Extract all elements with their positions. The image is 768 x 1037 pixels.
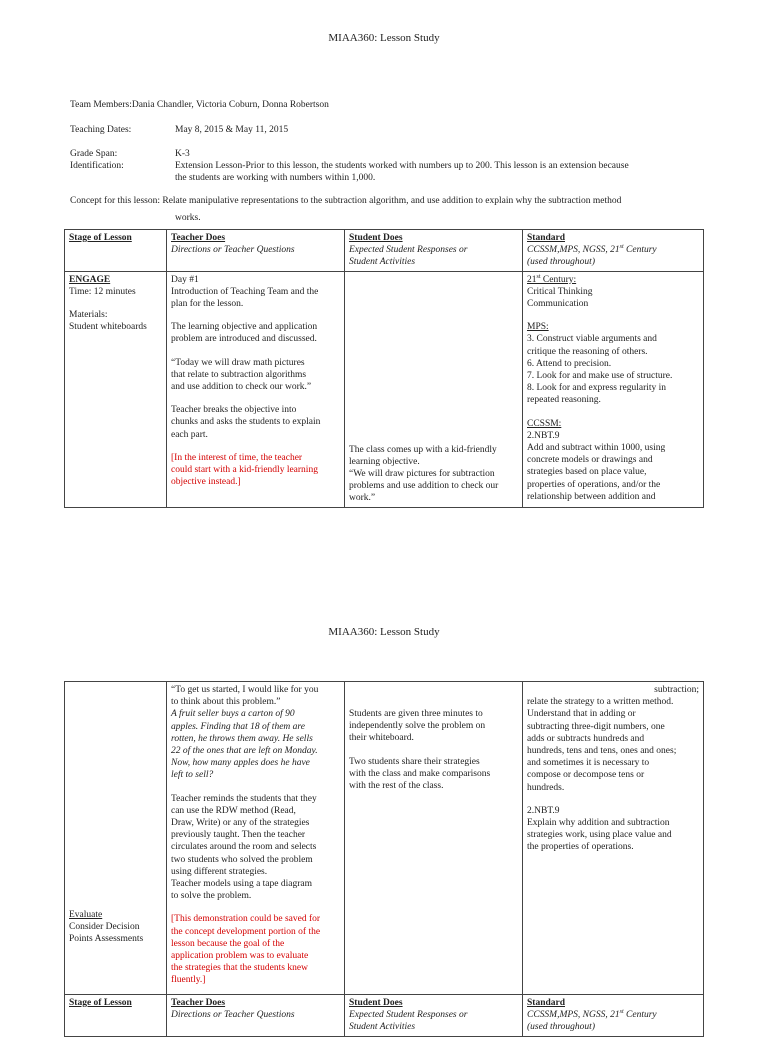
teacher-line: “To get us started, I would like for you bbox=[171, 685, 319, 695]
teacher-note: lesson because the goal of the bbox=[171, 938, 285, 949]
problem-line: rotten, he throws them away. He sells bbox=[171, 733, 313, 744]
student-line: The class comes up with a kid-friendly bbox=[349, 444, 497, 455]
teacher-line: to solve the problem. bbox=[171, 891, 252, 902]
teacher-line: that relate to subtraction algorithms bbox=[171, 369, 307, 380]
evaluate-teacher-cell bbox=[167, 682, 345, 995]
materials-value: Student whiteboards bbox=[69, 322, 147, 333]
materials-label: Materials: bbox=[69, 310, 108, 321]
std-line: 2.NBT.9 bbox=[527, 430, 560, 441]
std-line: 7. Look for and make use of structure. bbox=[527, 371, 673, 382]
std-line: 8. Look for and express regularity in bbox=[527, 383, 667, 394]
grade-span bbox=[70, 148, 190, 160]
engage-time: Time: 12 minutes bbox=[69, 286, 136, 297]
student-line: work.” bbox=[349, 493, 376, 504]
teacher-note: the strategies that the students knew bbox=[171, 963, 308, 974]
std-mps-head: MPS: bbox=[527, 322, 549, 333]
header-student: Student Does Expected Student Responses or Student Activities bbox=[345, 230, 523, 272]
std-line: concrete models or drawings and bbox=[527, 455, 653, 466]
evaluate-row bbox=[65, 682, 704, 995]
student-line: problems and use addition to check our bbox=[349, 481, 499, 492]
teacher-line: Draw, Write) or any of the strategies bbox=[171, 818, 310, 829]
student-line: “We will draw pictures for subtraction bbox=[349, 469, 495, 480]
table-header-row-2 bbox=[65, 995, 704, 1037]
lesson-table-page-2 bbox=[64, 681, 704, 1037]
engage-row bbox=[65, 271, 704, 507]
teacher-line: Teacher reminds the students that they bbox=[171, 793, 317, 804]
student-line: learning objective. bbox=[349, 456, 420, 467]
std-line: strategies work, using place value and bbox=[527, 830, 672, 841]
identification bbox=[70, 160, 629, 172]
std-line: Communication bbox=[527, 299, 589, 310]
problem-line: A fruit seller buys a carton of 90 bbox=[171, 709, 295, 720]
grade-label: Grade Span: bbox=[70, 149, 118, 159]
std-line: and sometimes it is necessary to bbox=[527, 758, 650, 769]
student-line: with the rest of the class. bbox=[349, 781, 444, 792]
header-standard-2: Standard CCSSM,MPS, NGSS, 21st Century (used throughout) bbox=[523, 995, 704, 1037]
teacher-note: could start with a kid-friendly learning bbox=[171, 465, 318, 476]
teacher-line: two students who solved the problem bbox=[171, 854, 313, 865]
header-stage-2: Stage of Lesson bbox=[65, 995, 167, 1037]
page-title-2: MIAA360: Lesson Study bbox=[328, 626, 440, 638]
ident-line-1: Extension Lesson-Prior to this lesson, the students worked with numbers up to 200. This lesson is an extension because bbox=[175, 161, 629, 171]
concept-label: Concept for this lesson: bbox=[70, 196, 160, 206]
teacher-line: to think about this problem.” bbox=[171, 697, 281, 708]
evaluate-student-cell bbox=[345, 682, 523, 995]
teacher-line: previously taught. Then the teacher bbox=[171, 830, 306, 841]
std-line: Understand that in adding or bbox=[527, 709, 636, 720]
teaching-dates bbox=[70, 124, 288, 136]
header-standard: Standard CCSSM,MPS, NGSS, 21st Century (used throughout) bbox=[523, 230, 704, 272]
engage-student-cell bbox=[345, 271, 523, 507]
engage-stage-cell bbox=[65, 271, 167, 507]
concept bbox=[70, 195, 621, 207]
teacher-line: can use the RDW method (Read, bbox=[171, 805, 296, 816]
std-line: Explain why addition and subtraction bbox=[527, 818, 670, 829]
teacher-line: Teacher models using a tape diagram bbox=[171, 879, 312, 890]
teacher-line: The learning objective and application bbox=[171, 322, 318, 333]
page-title: MIAA360: Lesson Study bbox=[328, 32, 440, 44]
std-line: subtraction; bbox=[654, 685, 699, 695]
teacher-line: Teacher breaks the objective into bbox=[171, 405, 297, 416]
teacher-line: problem are introduced and discussed. bbox=[171, 334, 317, 345]
std-line: 2.NBT.9 bbox=[527, 805, 560, 816]
team-label: Team Members: bbox=[70, 100, 132, 110]
std-line: repeated reasoning. bbox=[527, 395, 601, 406]
engage-standard-cell bbox=[523, 271, 704, 507]
teacher-line: each part. bbox=[171, 429, 208, 440]
std-line: 3. Construct viable arguments and bbox=[527, 334, 657, 345]
lesson-table-page-1 bbox=[64, 229, 704, 508]
problem-line: Now, how many apples does he have bbox=[171, 758, 310, 769]
stage-line: Consider Decision bbox=[69, 922, 140, 933]
std-line: critique the reasoning of others. bbox=[527, 346, 648, 357]
teacher-note: [In the interest of time, the teacher bbox=[171, 452, 303, 463]
student-line: Students are given three minutes to bbox=[349, 709, 483, 719]
std-line: compose or decompose tens or bbox=[527, 770, 645, 781]
teacher-note: objective instead.] bbox=[171, 477, 241, 488]
std-ccssm-head: CCSSM: bbox=[527, 418, 562, 429]
student-line: with the class and make comparisons bbox=[349, 768, 491, 779]
std-line: 6. Attend to precision. bbox=[527, 358, 612, 369]
dates-value: May 8, 2015 & May 11, 2015 bbox=[175, 125, 289, 135]
problem-line: 22 of the ones that are left on Monday. bbox=[171, 746, 318, 757]
engage-teacher-cell bbox=[167, 271, 345, 507]
grade-value: K-3 bbox=[175, 149, 190, 159]
std-line: hundreds, tens and tens, ones and ones; bbox=[527, 746, 677, 757]
dates-label: Teaching Dates: bbox=[70, 125, 132, 135]
concept-line-2: works. bbox=[175, 213, 201, 223]
evaluate-standard-cell bbox=[523, 682, 704, 995]
engage-label: ENGAGE bbox=[69, 274, 111, 285]
problem-line: apples. Finding that 18 of them are bbox=[171, 721, 305, 732]
header-stage: Stage of Lesson bbox=[65, 230, 167, 272]
teacher-note: the concept development portion of the bbox=[171, 926, 321, 937]
header-student-2: Student Does Expected Student Responses or Student Activities bbox=[345, 995, 523, 1037]
teacher-line: “Today we will draw math pictures bbox=[171, 357, 305, 368]
ident-line-2: the students are working with numbers within 1,000. bbox=[175, 173, 376, 183]
team-value: Dania Chandler, Victoria Coburn, Donna Robertson bbox=[131, 100, 329, 110]
ident-label: Identification: bbox=[70, 161, 124, 171]
std-line: Add and subtract within 1000, using bbox=[527, 443, 666, 454]
evaluate-label: Evaluate bbox=[69, 910, 103, 920]
header-teacher: Teacher Does Directions or Teacher Questions bbox=[167, 230, 345, 272]
header-teacher-2: Teacher Does Directions or Teacher Questions bbox=[167, 995, 345, 1037]
problem-line: left to sell? bbox=[171, 770, 214, 781]
std-line: subtracting three-digit numbers, one bbox=[527, 721, 665, 732]
std-line: the properties of operations. bbox=[527, 842, 634, 853]
teacher-note: application problem was to evaluate bbox=[171, 951, 309, 962]
student-line: their whiteboard. bbox=[349, 733, 414, 744]
teacher-line: Introduction of Teaching Team and the bbox=[171, 286, 319, 297]
teacher-line: chunks and asks the students to explain bbox=[171, 417, 321, 428]
std-21-head: 21st Century: bbox=[527, 273, 577, 285]
stage-line: Points Assessments bbox=[69, 934, 144, 945]
std-line: relationship between addition and bbox=[527, 491, 656, 502]
teacher-line: using different strategies. bbox=[171, 866, 268, 877]
std-line: Critical Thinking bbox=[527, 286, 593, 297]
std-line: properties of operations, and/or the bbox=[527, 479, 661, 490]
concept-line-1: Relate manipulative representations to the subtraction algorithm, and use addition to explain why the subtraction method bbox=[162, 196, 622, 206]
teacher-line: and use addition to check our work.” bbox=[171, 382, 312, 393]
teacher-line: Day #1 bbox=[171, 274, 199, 285]
std-line: adds or subtracts hundreds and bbox=[527, 733, 645, 744]
teacher-note: fluently.] bbox=[171, 975, 206, 986]
student-line: Two students share their strategies bbox=[349, 756, 480, 767]
evaluate-stage-cell bbox=[65, 682, 167, 995]
teacher-line: circulates around the room and selects bbox=[171, 842, 317, 853]
teacher-note: [This demonstration could be saved for bbox=[171, 914, 321, 925]
std-line: strategies based on place value, bbox=[527, 467, 647, 478]
team-members bbox=[70, 99, 329, 111]
table-header-row bbox=[65, 230, 704, 272]
std-line: relate the strategy to a written method. bbox=[527, 697, 674, 708]
teacher-line: plan for the lesson. bbox=[171, 299, 244, 310]
student-line: independently solve the problem on bbox=[349, 721, 486, 732]
std-line: hundreds. bbox=[527, 782, 565, 793]
